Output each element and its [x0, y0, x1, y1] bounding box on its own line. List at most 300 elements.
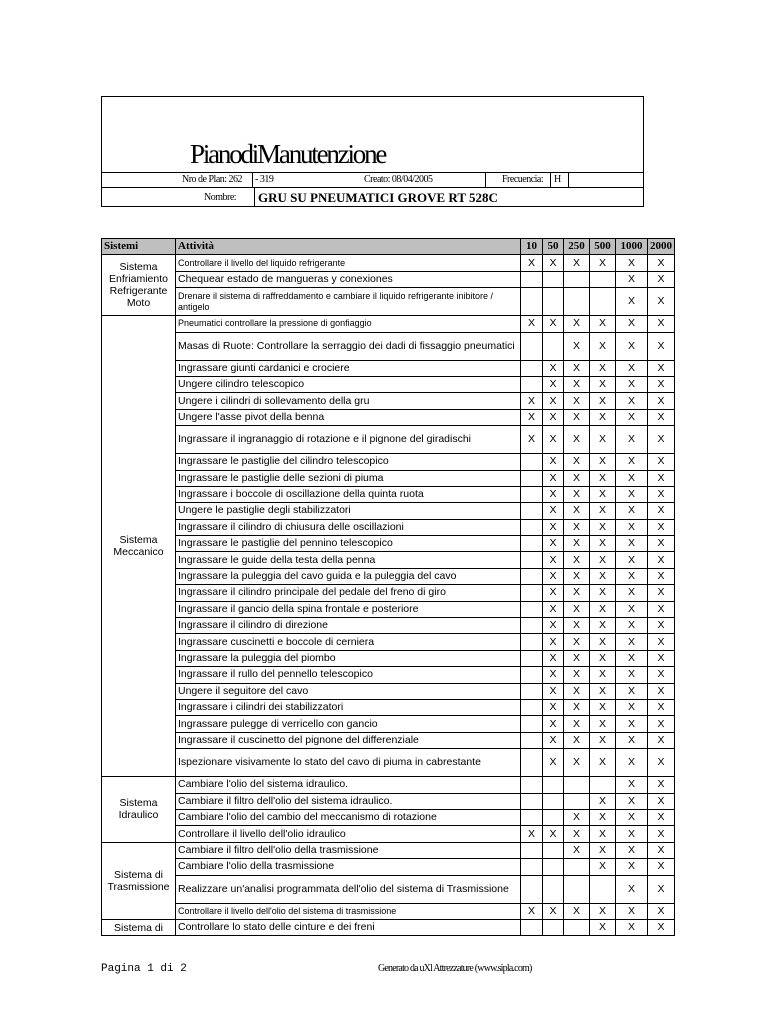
frequency-mark-cell: X: [521, 316, 543, 332]
activity-cell: Chequear estado de mangueras y conexiones: [176, 271, 521, 287]
frequency-mark-cell: [564, 777, 590, 793]
frequency-mark-cell: [590, 875, 616, 903]
frequency-mark-cell: [521, 634, 543, 650]
table-row: [102, 271, 675, 287]
frequency-mark-cell: [521, 601, 543, 617]
frequency-mark-cell: X: [648, 875, 675, 903]
frequency-mark-cell: [521, 732, 543, 748]
table-row: [102, 618, 675, 634]
frequency-mark-cell: X: [564, 486, 590, 502]
frequency-mark-cell: [590, 271, 616, 287]
frequency-mark-cell: X: [616, 842, 648, 858]
frequency-mark-cell: X: [564, 842, 590, 858]
frequency-mark-cell: X: [616, 454, 648, 470]
frequency-mark-cell: X: [564, 552, 590, 568]
created-date: Creato: 08/04/2005: [364, 174, 433, 185]
frequency-mark-cell: X: [543, 519, 564, 535]
header-divider: [568, 173, 569, 187]
frequency-mark-cell: X: [648, 618, 675, 634]
frequency-mark-cell: X: [564, 454, 590, 470]
frequency-mark-cell: [521, 470, 543, 486]
frequency-mark-cell: X: [543, 699, 564, 715]
table-row: [102, 376, 675, 392]
frequency-mark-cell: X: [616, 426, 648, 454]
frequency-mark-cell: [564, 919, 590, 935]
frequency-value: H: [550, 173, 568, 187]
frequency-mark-cell: X: [648, 332, 675, 360]
activity-cell: Cambiare l'olio del cambio del meccanismo di rotazione: [176, 809, 521, 825]
frequency-mark-cell: [543, 875, 564, 903]
activity-cell: Controllare il livello del liquido refrigerante: [176, 255, 521, 271]
frequency-mark-cell: X: [616, 650, 648, 666]
frequency-mark-cell: X: [564, 683, 590, 699]
frequency-mark-cell: X: [564, 470, 590, 486]
table-row: [102, 777, 675, 793]
activity-cell: Ingrassare le guide della testa della penna: [176, 552, 521, 568]
activity-cell: Ingrassare il cilindro di direzione: [176, 618, 521, 634]
frequency-mark-cell: X: [616, 777, 648, 793]
frequency-mark-cell: X: [616, 376, 648, 392]
frequency-mark-cell: [590, 288, 616, 316]
frequency-mark-cell: X: [616, 332, 648, 360]
frequency-mark-cell: X: [590, 601, 616, 617]
table-row: [102, 667, 675, 683]
activity-cell: Ingrassare il ingranaggio di rotazione e il pignone del giradischi: [176, 426, 521, 454]
frequency-mark-cell: X: [648, 859, 675, 875]
frequency-mark-cell: X: [648, 519, 675, 535]
frequency-mark-cell: X: [564, 316, 590, 332]
frequency-mark-cell: X: [564, 585, 590, 601]
frequency-mark-cell: X: [616, 809, 648, 825]
name-label: Nombre:: [204, 192, 237, 203]
frequency-mark-cell: X: [616, 486, 648, 502]
frequency-mark-cell: X: [616, 271, 648, 287]
activity-cell: Realizzare un'analisi programmata dell'olio del sistema di Trasmissione: [176, 875, 521, 903]
frequency-mark-cell: X: [616, 699, 648, 715]
frequency-mark-cell: [521, 919, 543, 935]
table-row: [102, 316, 675, 332]
frequency-mark-cell: X: [590, 793, 616, 809]
activity-cell: Controllare lo stato delle cinture e dei freni: [176, 919, 521, 935]
activity-cell: Ingrassare i boccole di oscillazione della quinta ruota: [176, 486, 521, 502]
frequency-mark-cell: X: [564, 716, 590, 732]
activity-cell: Controllare il livello dell'olio idraulico: [176, 826, 521, 842]
frequency-mark-cell: X: [521, 826, 543, 842]
frequency-mark-cell: X: [616, 519, 648, 535]
frequency-mark-cell: X: [648, 903, 675, 919]
frequency-mark-cell: X: [521, 255, 543, 271]
activity-cell: Ingrassare il cilindro principale del pedale del freno di giro: [176, 585, 521, 601]
frequency-mark-cell: [521, 271, 543, 287]
frequency-mark-cell: X: [543, 552, 564, 568]
frequency-mark-cell: X: [543, 826, 564, 842]
frequency-mark-cell: X: [564, 503, 590, 519]
frequency-mark-cell: X: [564, 634, 590, 650]
table-row: [102, 809, 675, 825]
frequency-mark-cell: X: [590, 919, 616, 935]
frequency-mark-cell: X: [616, 585, 648, 601]
activity-cell: Ungere le pastiglie degli stabilizzatori: [176, 503, 521, 519]
frequency-mark-cell: X: [564, 568, 590, 584]
frequency-mark-cell: X: [648, 486, 675, 502]
frequency-mark-cell: X: [648, 393, 675, 409]
system-cell: Sistema Meccanico: [102, 316, 176, 777]
frequency-mark-cell: [521, 859, 543, 875]
activity-cell: Cambiare il filtro dell'olio del sistema idraulico.: [176, 793, 521, 809]
frequency-mark-cell: [521, 777, 543, 793]
frequency-mark-cell: X: [521, 393, 543, 409]
table-row: [102, 332, 675, 360]
frequency-mark-cell: X: [616, 618, 648, 634]
frequency-mark-cell: X: [590, 552, 616, 568]
frequency-mark-cell: X: [543, 634, 564, 650]
frequency-mark-cell: X: [564, 732, 590, 748]
frequency-mark-cell: X: [616, 536, 648, 552]
activity-cell: Controllare il livello dell'olio del sistema di trasmissione: [176, 903, 521, 919]
frequency-mark-cell: X: [616, 503, 648, 519]
frequency-mark-cell: X: [648, 667, 675, 683]
frequency-mark-cell: X: [590, 360, 616, 376]
frequency-mark-cell: [590, 777, 616, 793]
frequency-mark-cell: X: [616, 875, 648, 903]
activity-cell: Ungere cilindro telescopico: [176, 376, 521, 392]
frequency-mark-cell: X: [543, 426, 564, 454]
frequency-mark-cell: X: [521, 409, 543, 425]
table-row: [102, 875, 675, 903]
plan-info-row: [102, 172, 643, 187]
frequency-mark-cell: [521, 667, 543, 683]
activity-cell: Pneumatici controllare la pressione di gonfiaggio: [176, 316, 521, 332]
frequency-mark-cell: X: [543, 486, 564, 502]
frequency-mark-cell: [521, 749, 543, 777]
activity-cell: Cambiare l'olio della trasmissione: [176, 859, 521, 875]
frequency-mark-cell: [543, 919, 564, 935]
frequency-mark-cell: X: [648, 409, 675, 425]
machine-name: GRU SU PNEUMATICI GROVE RT 528C: [254, 188, 498, 207]
frequency-mark-cell: [521, 552, 543, 568]
frequency-mark-cell: X: [564, 601, 590, 617]
maintenance-table: [101, 238, 675, 936]
frequency-mark-cell: X: [590, 409, 616, 425]
frequency-mark-cell: X: [590, 454, 616, 470]
table-row: [102, 288, 675, 316]
frequency-mark-cell: X: [521, 426, 543, 454]
frequency-mark-cell: [521, 585, 543, 601]
frequency-mark-cell: X: [616, 360, 648, 376]
table-row: [102, 519, 675, 535]
document-title: PianodiManutenzione: [190, 139, 386, 169]
frequency-mark-cell: X: [590, 716, 616, 732]
frequency-mark-cell: X: [616, 667, 648, 683]
frequency-mark-cell: [521, 503, 543, 519]
activity-cell: Ingrassare la puleggia del piombo: [176, 650, 521, 666]
frequency-mark-cell: X: [648, 271, 675, 287]
frequency-mark-cell: X: [590, 503, 616, 519]
table-row: [102, 393, 675, 409]
table-header-row: [102, 239, 675, 255]
table-row: [102, 732, 675, 748]
frequency-mark-cell: X: [543, 316, 564, 332]
activity-cell: Ispezionare visivamente lo stato del cavo di piuma in cabrestante: [176, 749, 521, 777]
frequency-mark-cell: X: [543, 376, 564, 392]
frequency-mark-cell: X: [543, 393, 564, 409]
header-freq-1000: 1000: [616, 239, 648, 255]
frequency-mark-cell: X: [616, 409, 648, 425]
frequency-mark-cell: X: [590, 903, 616, 919]
frequency-mark-cell: X: [648, 919, 675, 935]
frequency-mark-cell: X: [648, 716, 675, 732]
frequency-mark-cell: X: [590, 667, 616, 683]
system-cell: Sistema di: [102, 919, 176, 935]
table-row: [102, 683, 675, 699]
frequency-mark-cell: X: [543, 470, 564, 486]
frequency-mark-cell: X: [616, 859, 648, 875]
frequency-mark-cell: X: [590, 859, 616, 875]
frequency-mark-cell: X: [590, 650, 616, 666]
frequency-mark-cell: [521, 809, 543, 825]
frequency-mark-cell: [543, 332, 564, 360]
frequency-mark-cell: X: [590, 470, 616, 486]
frequency-mark-cell: X: [543, 536, 564, 552]
plan-header-box: [101, 96, 644, 207]
frequency-mark-cell: X: [564, 618, 590, 634]
table-row: [102, 842, 675, 858]
generator-credit: Generato da uXl Attrezzature (www.sipla.com): [378, 963, 532, 974]
frequency-mark-cell: X: [648, 601, 675, 617]
header-activity: Attività: [176, 239, 521, 255]
frequency-mark-cell: [521, 519, 543, 535]
frequency-mark-cell: X: [648, 585, 675, 601]
frequency-mark-cell: X: [616, 568, 648, 584]
table-row: [102, 903, 675, 919]
frequency-mark-cell: X: [616, 316, 648, 332]
table-row: [102, 749, 675, 777]
frequency-mark-cell: X: [616, 255, 648, 271]
frequency-mark-cell: X: [564, 667, 590, 683]
frequency-mark-cell: X: [648, 316, 675, 332]
frequency-mark-cell: [521, 288, 543, 316]
frequency-mark-cell: X: [564, 699, 590, 715]
activity-cell: Masas di Ruote: Controllare la serraggio dei dadi di fissaggio pneumatici: [176, 332, 521, 360]
frequency-mark-cell: [564, 875, 590, 903]
frequency-mark-cell: X: [590, 826, 616, 842]
activity-cell: Cambiare il filtro dell'olio della trasmissione: [176, 842, 521, 858]
frequency-mark-cell: X: [543, 454, 564, 470]
frequency-label: Frecuencia:: [485, 173, 550, 187]
frequency-mark-cell: X: [564, 536, 590, 552]
frequency-mark-cell: [543, 859, 564, 875]
activity-cell: Ungere l'asse pivot della benna: [176, 409, 521, 425]
activity-cell: Cambiare l'olio del sistema idraulico.: [176, 777, 521, 793]
activity-cell: Ingrassare il gancio della spina frontale e posteriore: [176, 601, 521, 617]
frequency-mark-cell: X: [590, 568, 616, 584]
activity-cell: Ingrassare i cilindri dei stabilizzatori: [176, 699, 521, 715]
frequency-mark-cell: X: [648, 749, 675, 777]
frequency-mark-cell: X: [543, 255, 564, 271]
frequency-mark-cell: X: [564, 826, 590, 842]
table-row: [102, 859, 675, 875]
frequency-mark-cell: X: [543, 503, 564, 519]
frequency-mark-cell: X: [648, 793, 675, 809]
frequency-mark-cell: X: [521, 903, 543, 919]
frequency-mark-cell: X: [648, 552, 675, 568]
header-freq-2000: 2000: [648, 239, 675, 255]
activity-cell: Ungere i cilindri di sollevamento della gru: [176, 393, 521, 409]
frequency-mark-cell: X: [590, 749, 616, 777]
frequency-mark-cell: X: [590, 732, 616, 748]
frequency-mark-cell: X: [564, 409, 590, 425]
table-row: [102, 601, 675, 617]
frequency-mark-cell: [521, 716, 543, 732]
frequency-mark-cell: [543, 809, 564, 825]
frequency-mark-cell: [564, 859, 590, 875]
frequency-mark-cell: X: [648, 454, 675, 470]
frequency-mark-cell: X: [616, 634, 648, 650]
frequency-mark-cell: X: [590, 393, 616, 409]
frequency-mark-cell: X: [616, 826, 648, 842]
frequency-mark-cell: X: [648, 777, 675, 793]
frequency-mark-cell: X: [590, 536, 616, 552]
activity-cell: Ingrassare giunti cardanici e crociere: [176, 360, 521, 376]
frequency-mark-cell: X: [616, 793, 648, 809]
activity-cell: Ingrassare il cuscinetto del pignone del differenziale: [176, 732, 521, 748]
table-row: [102, 470, 675, 486]
frequency-mark-cell: X: [616, 903, 648, 919]
activity-cell: Ingrassare le pastiglie delle sezioni di piuma: [176, 470, 521, 486]
system-cell: Sistema Idraulico: [102, 777, 176, 843]
frequency-mark-cell: [521, 454, 543, 470]
table-row: [102, 536, 675, 552]
header-freq-500: 500: [590, 239, 616, 255]
frequency-mark-cell: X: [590, 332, 616, 360]
frequency-mark-cell: [521, 650, 543, 666]
activity-cell: Ingrassare le pastiglie del cilindro telescopico: [176, 454, 521, 470]
frequency-mark-cell: X: [543, 585, 564, 601]
frequency-mark-cell: [521, 536, 543, 552]
frequency-mark-cell: X: [590, 842, 616, 858]
table-row: [102, 919, 675, 935]
activity-cell: Drenare il sistema di raffreddamento e cambiare il liquido refrigerante inibitore / antigelo: [176, 288, 521, 316]
frequency-mark-cell: X: [564, 749, 590, 777]
frequency-mark-cell: X: [543, 601, 564, 617]
frequency-mark-cell: X: [564, 255, 590, 271]
table-row: [102, 409, 675, 425]
frequency-mark-cell: X: [543, 903, 564, 919]
frequency-mark-cell: [543, 842, 564, 858]
header-freq-50: 50: [543, 239, 564, 255]
frequency-mark-cell: X: [648, 255, 675, 271]
frequency-mark-cell: X: [543, 667, 564, 683]
frequency-mark-cell: X: [543, 749, 564, 777]
frequency-mark-cell: X: [616, 716, 648, 732]
plan-number-label: Nro de Plan: 262: [182, 174, 243, 185]
system-cell: Sistema Enfriamiento Refrigerante Moto: [102, 255, 176, 316]
frequency-mark-cell: X: [590, 585, 616, 601]
name-row: [102, 187, 643, 207]
frequency-mark-cell: [521, 618, 543, 634]
frequency-mark-cell: X: [648, 809, 675, 825]
frequency-mark-cell: [543, 288, 564, 316]
frequency-mark-cell: X: [564, 376, 590, 392]
activity-cell: Ungere il seguitore del cavo: [176, 683, 521, 699]
system-cell: Sistema di Trasmissione: [102, 842, 176, 919]
frequency-mark-cell: X: [616, 919, 648, 935]
frequency-mark-cell: [521, 842, 543, 858]
table-row: [102, 585, 675, 601]
frequency-mark-cell: X: [648, 376, 675, 392]
frequency-mark-cell: X: [564, 809, 590, 825]
activity-cell: Ingrassare cuscinetti e boccole di cerniera: [176, 634, 521, 650]
frequency-mark-cell: X: [648, 826, 675, 842]
frequency-mark-cell: X: [616, 601, 648, 617]
frequency-mark-cell: X: [616, 732, 648, 748]
table-row: [102, 634, 675, 650]
frequency-mark-cell: X: [648, 732, 675, 748]
table-row: [102, 793, 675, 809]
frequency-mark-cell: X: [564, 426, 590, 454]
frequency-mark-cell: [521, 568, 543, 584]
frequency-mark-cell: [564, 793, 590, 809]
frequency-mark-cell: X: [616, 393, 648, 409]
table-row: [102, 699, 675, 715]
frequency-mark-cell: X: [648, 503, 675, 519]
frequency-mark-cell: X: [648, 426, 675, 454]
frequency-mark-cell: X: [543, 732, 564, 748]
table-row: [102, 255, 675, 271]
activity-cell: Ingrassare pulegge di verricello con gancio: [176, 716, 521, 732]
frequency-mark-cell: X: [564, 360, 590, 376]
table-row: [102, 360, 675, 376]
activity-cell: Ingrassare la puleggia del cavo guida e la puleggia del cavo: [176, 568, 521, 584]
table-row: [102, 568, 675, 584]
frequency-mark-cell: X: [590, 809, 616, 825]
frequency-mark-cell: [521, 486, 543, 502]
frequency-mark-cell: X: [543, 650, 564, 666]
frequency-mark-cell: [521, 332, 543, 360]
table-row: [102, 716, 675, 732]
table-row: [102, 650, 675, 666]
frequency-mark-cell: X: [616, 749, 648, 777]
frequency-mark-cell: [521, 376, 543, 392]
header-freq-10: 10: [521, 239, 543, 255]
frequency-mark-cell: X: [543, 716, 564, 732]
table-row: [102, 426, 675, 454]
frequency-mark-cell: [521, 360, 543, 376]
frequency-mark-cell: X: [648, 568, 675, 584]
frequency-mark-cell: X: [543, 683, 564, 699]
frequency-mark-cell: X: [564, 903, 590, 919]
frequency-mark-cell: X: [648, 360, 675, 376]
frequency-mark-cell: X: [590, 699, 616, 715]
frequency-mark-cell: X: [590, 618, 616, 634]
frequency-mark-cell: X: [648, 536, 675, 552]
header-systems: Sistemi: [102, 239, 176, 255]
table-row: [102, 454, 675, 470]
frequency-mark-cell: X: [648, 699, 675, 715]
frequency-mark-cell: X: [564, 332, 590, 360]
frequency-mark-cell: X: [616, 470, 648, 486]
frequency-mark-cell: [564, 271, 590, 287]
frequency-mark-cell: X: [543, 568, 564, 584]
frequency-mark-cell: X: [590, 376, 616, 392]
frequency-mark-cell: X: [590, 316, 616, 332]
plan-number-value: - 319: [252, 173, 273, 187]
page-number: Pagina 1 di 2: [101, 963, 187, 975]
frequency-mark-cell: X: [590, 519, 616, 535]
activity-cell: Ingrassare il cilindro di chiusura delle oscillazioni: [176, 519, 521, 535]
frequency-mark-cell: X: [564, 519, 590, 535]
frequency-mark-cell: X: [564, 393, 590, 409]
